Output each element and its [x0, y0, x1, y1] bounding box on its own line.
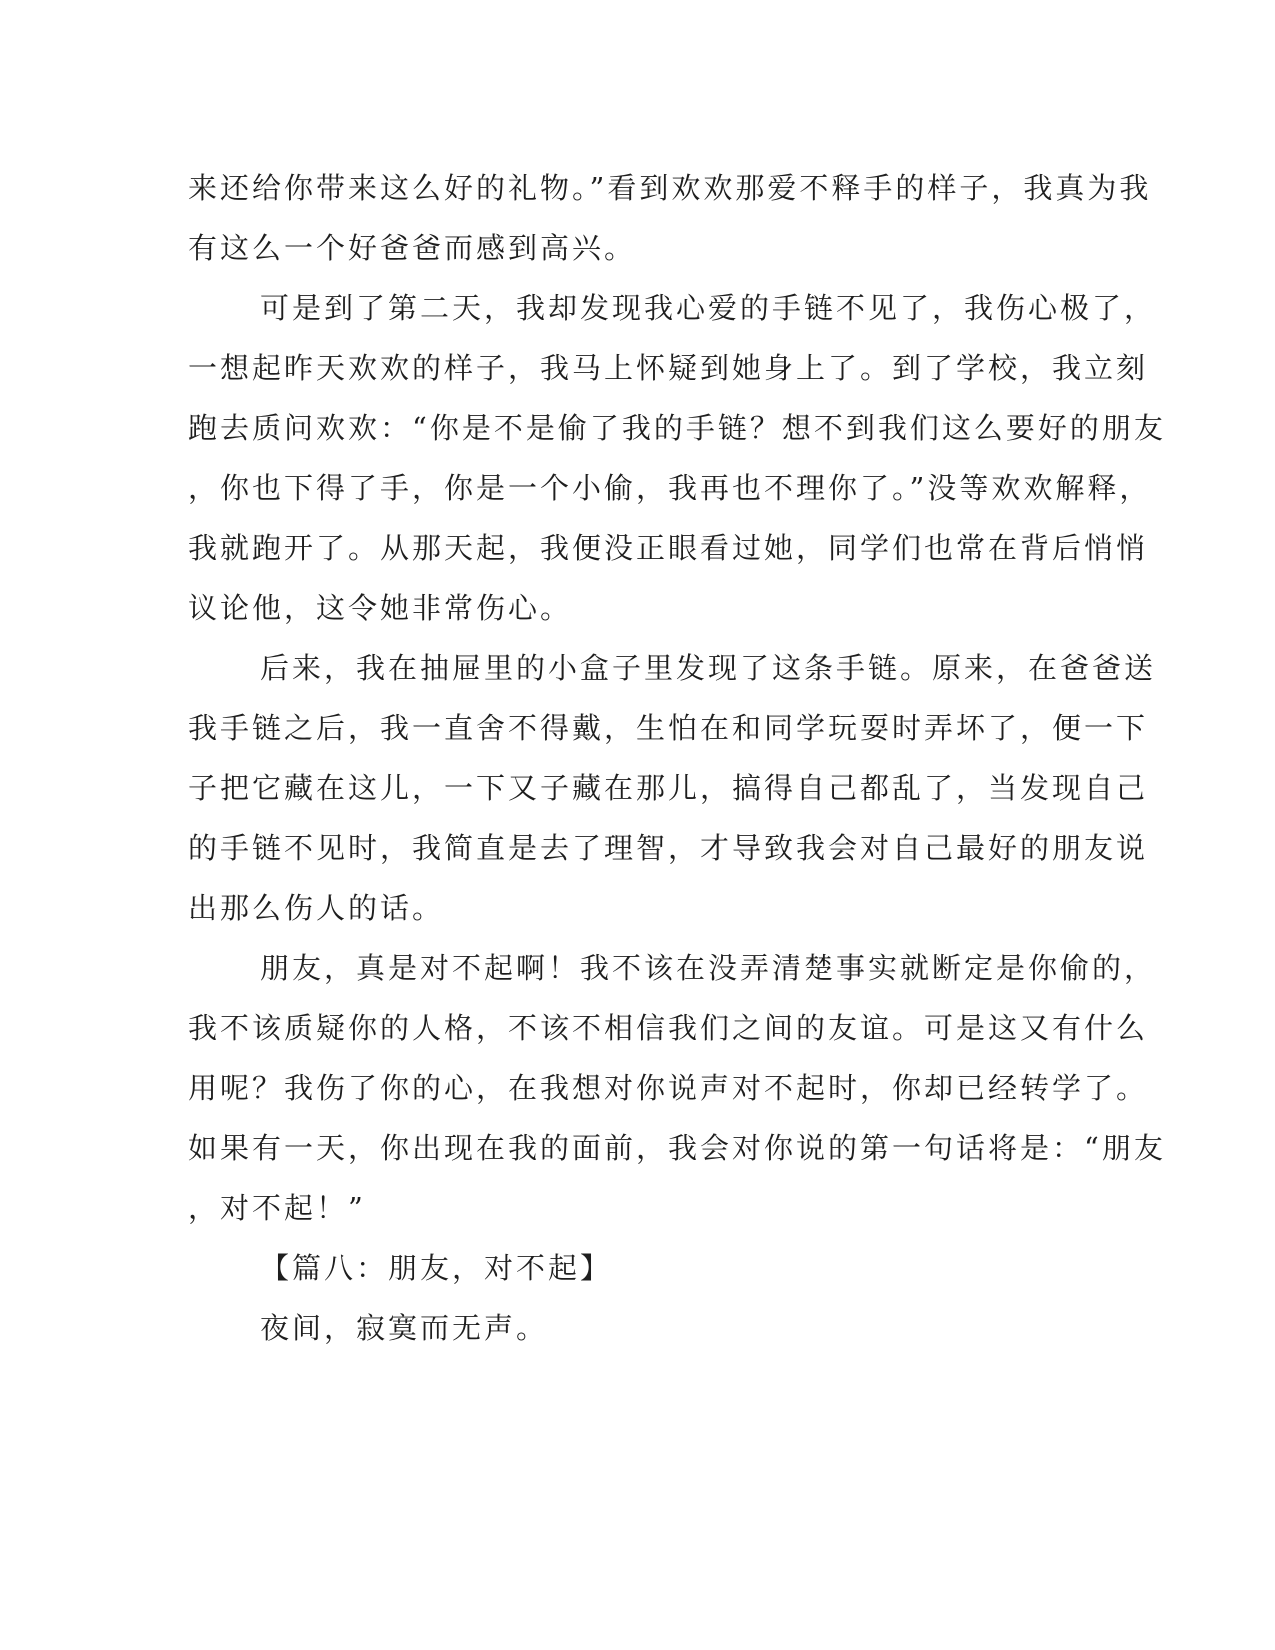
text-line: 有这么一个好爸爸而感到高兴。: [188, 231, 637, 265]
text-line: 我不该质疑你的人格，不该不相信我们之间的友谊。可是这又有什么: [188, 1011, 1149, 1045]
text-line: ，你也下得了手，你是一个小偷，我再也不理你了。”没等欢欢解释，: [188, 471, 1152, 505]
paragraph-start-line: 可是到了第二天，我却发现我心爱的手链不见了，我伤心极了，: [260, 291, 1157, 325]
text-line: 出那么伤人的话。: [188, 891, 445, 925]
text-line: 如果有一天，你出现在我的面前，我会对你说的第一句话将是：“朋友: [188, 1131, 1166, 1165]
text-line: 议论他，这令她非常伤心。: [188, 591, 573, 625]
paragraph-start-line: 朋友，真是对不起啊！我不该在没弄清楚事实就断定是你偷的，: [260, 951, 1157, 985]
paragraph-start-line: 夜间，寂寞而无声。: [260, 1311, 549, 1345]
section-heading: 【篇八：朋友，对不起】: [260, 1251, 613, 1285]
body-text: [188, 158, 1166, 1358]
text-line: 跑去质问欢欢：“你是不是偷了我的手链？想不到我们这么要好的朋友: [188, 411, 1166, 445]
text-line: 子把它藏在这儿，一下又子藏在那儿，搞得自己都乱了，当发现自己: [188, 771, 1149, 805]
text-line: 来还给你带来这么好的礼物。”看到欢欢那爱不释手的样子，我真为我: [188, 171, 1152, 205]
text-line: 用呢？我伤了你的心，在我想对你说声对不起时，你却已经转学了。: [188, 1071, 1149, 1105]
paragraph-start-line: 后来，我在抽屉里的小盒子里发现了这条手链。原来，在爸爸送: [260, 651, 1157, 685]
text-line: 我手链之后，我一直舍不得戴，生怕在和同学玩耍时弄坏了，便一下: [188, 711, 1149, 745]
text-line: 一想起昨天欢欢的样子，我马上怀疑到她身上了。到了学校，我立刻: [188, 351, 1149, 385]
text-line: 的手链不见时，我简直是去了理智，才导致我会对自己最好的朋友说: [188, 831, 1149, 865]
text-line: ，对不起！”: [188, 1191, 366, 1225]
text-line: 我就跑开了。从那天起，我便没正眼看过她，同学们也常在背后悄悄: [188, 531, 1149, 565]
